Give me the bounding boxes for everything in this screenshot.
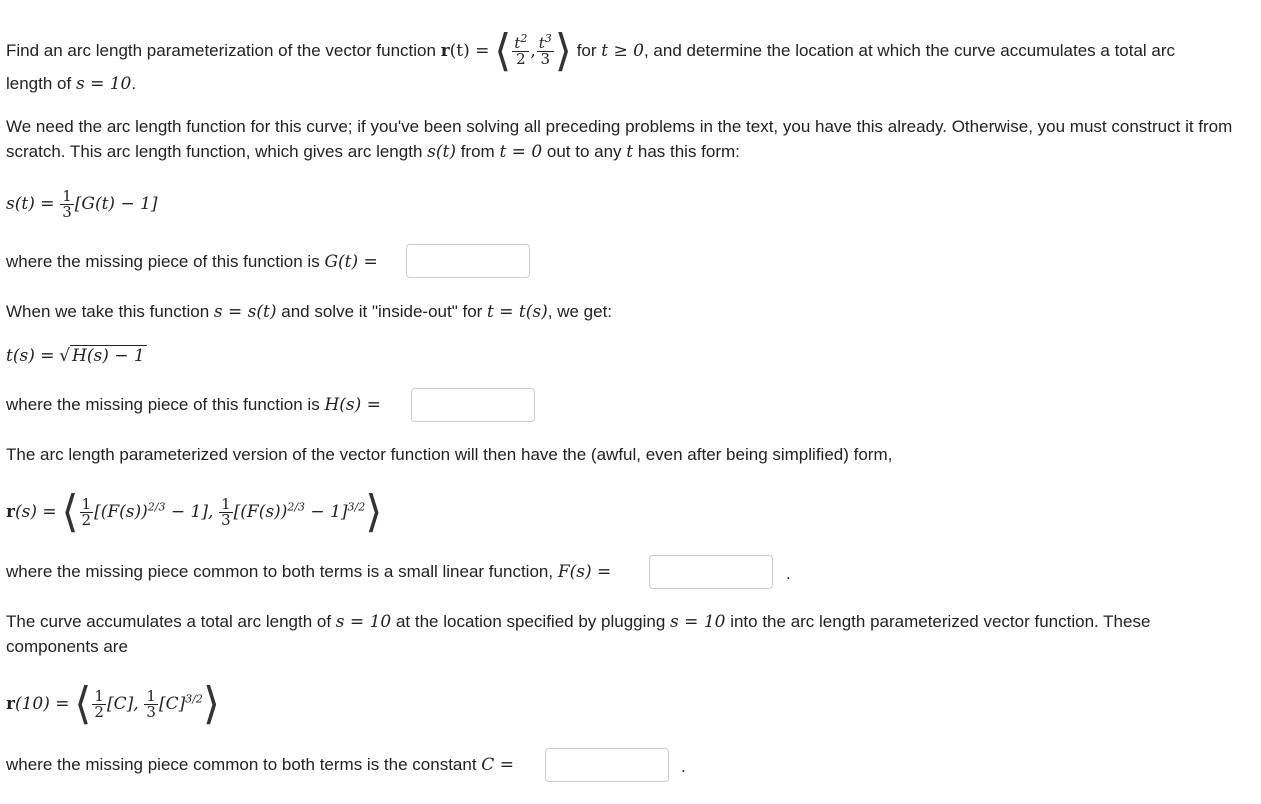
intro-line-1: Find an arc length parameterization of the vector function r(t) = ⟨ $\frac{t^2}{2}$ , $\frac{t^3}{3}$ ⟩ for t ≥ 0, and determine the location at which the curve accumulates a total arc — [6, 25, 1176, 77]
para3: The arc length parameterized version of the vector function will then have the (awful, even after being simplified) form, — [6, 445, 893, 464]
left-angle-bracket: ⟨ — [494, 25, 512, 77]
para1-line-2: scratch. This arc length function, which gives arc length s(t) from t = 0 out to any t has this form: — [6, 142, 740, 162]
sqrt-symbol: √ — [59, 346, 71, 366]
question-c: where the missing piece common to both terms is the constant C = — [6, 755, 514, 775]
para4-line-1: The curve accumulates a total arc length of s = 10 at the location specified by plugging s = 10 into the arc length parameterized vector function. These — [6, 612, 1151, 632]
formula-s-of-t: s(t) = $\frac{1}{3}$ [G(t) − 1] — [6, 187, 158, 222]
formula-r-of-s: r(s) = ⟨ $\frac{1}{2}$ $[(F(s))^{2/3} - 1]$, $\frac{1}{3}$ [$(F(s))^{2/3}$ − $1]^{3/2}⟩$ — [6, 486, 383, 538]
g-answer-input[interactable] — [406, 244, 530, 278]
r-symbol: r — [440, 40, 450, 61]
para2: When we take this function s = s(t) and solve it "inside-out" for t = t(s), we get: — [6, 302, 613, 322]
para1-line-1: We need the arc length function for this curve; if you've been solving all preceding problems in the text, you have this already. Otherwise, you must construct it from — [6, 117, 1233, 136]
one-half-fraction: $\frac{1}{2}$ — [94, 687, 104, 722]
para4-line-2: components are — [6, 637, 128, 656]
question-f: where the missing piece common to both terms is a small linear function, F(s) = — [6, 562, 612, 582]
domain-condition: t ≥ 0 — [601, 40, 644, 61]
one-third-fraction: $\frac{1}{3}$ — [62, 187, 72, 222]
formula-r-of-10: r(10) = ⟨ $\frac{1}{2}$ [C], $\frac{1}{3}$ $[C]^{3/2}⟩$ — [6, 678, 221, 730]
x-component-fraction: $\frac{t^2}{2}$ — [514, 32, 528, 68]
left-angle-bracket: ⟨ — [74, 678, 92, 730]
c-answer-input[interactable] — [545, 748, 669, 782]
intro-line-2: length of s = 10. — [6, 74, 137, 94]
question-h: where the missing piece of this function is H(s) = — [6, 395, 381, 415]
y-component-fraction: $\frac{t^3}{3}$ — [538, 32, 552, 68]
formula-t-of-s: t(s) = √ H(s) − 1 — [6, 346, 145, 366]
one-half-fraction: $\frac{1}{2}$ — [81, 495, 92, 530]
question-g: where the missing piece of this function is G(t) = — [6, 252, 378, 272]
left-angle-bracket: ⟨ — [61, 486, 79, 538]
question-c-period: . — [681, 757, 686, 776]
f-answer-input[interactable] — [649, 555, 773, 589]
right-angle-bracket: ⟩ — [365, 486, 383, 538]
h-answer-input[interactable] — [411, 388, 535, 422]
right-angle-bracket: ⟩ — [554, 25, 572, 77]
one-third-fraction: $\frac{1}{3}$ — [146, 687, 156, 722]
one-third-fraction: $\frac{1}{3}$ — [221, 495, 231, 530]
right-angle-bracket: ⟩ — [202, 678, 221, 730]
question-f-period: . — [786, 564, 791, 583]
